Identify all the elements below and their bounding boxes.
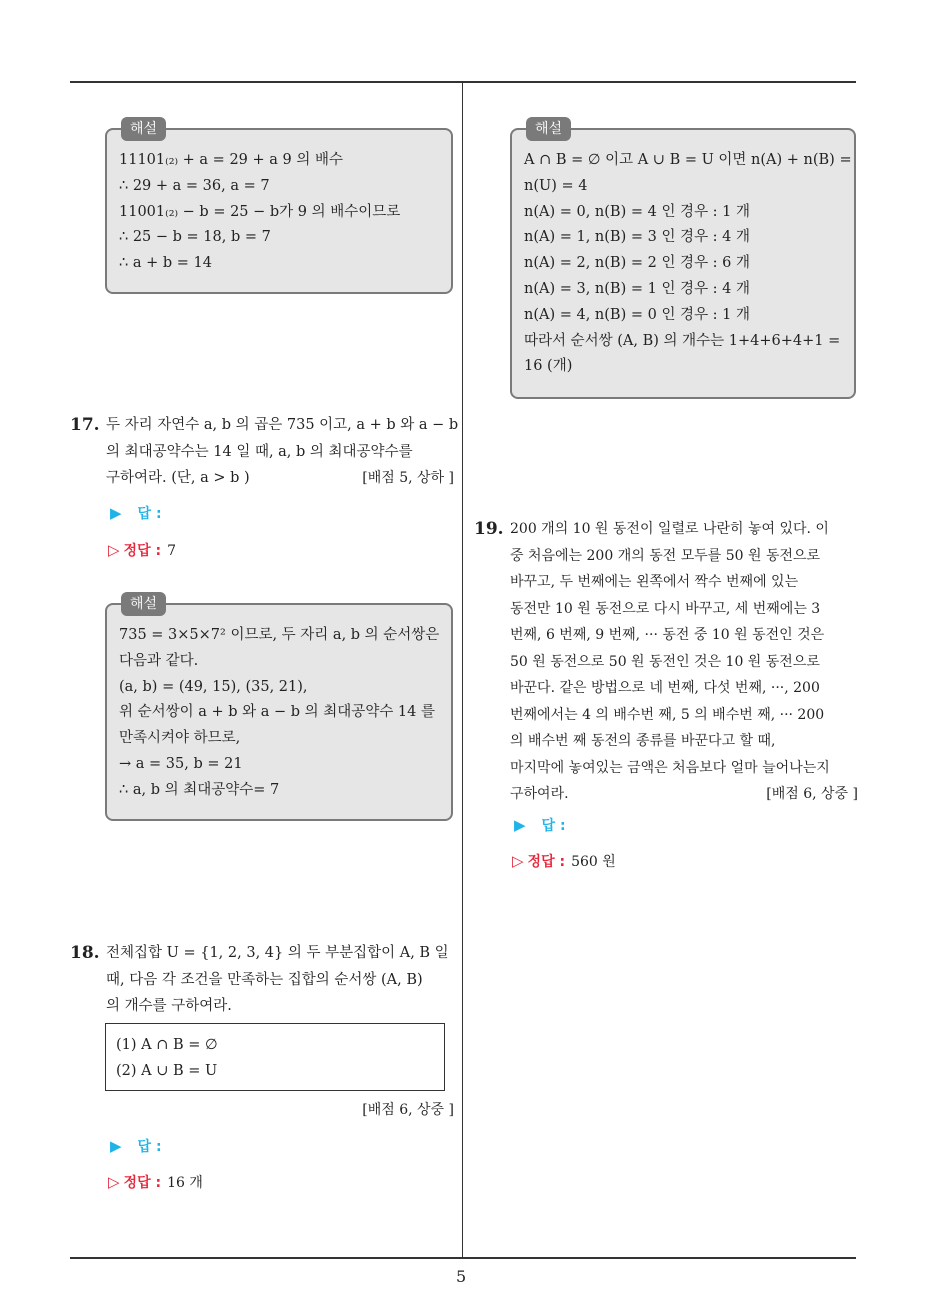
question-line: 의 개수를 구하여라. bbox=[106, 998, 232, 1014]
question-line-text: 구하여라. bbox=[510, 786, 569, 802]
solution-line: 다음과 같다. bbox=[119, 652, 199, 669]
solution-line: n(A) = 2, n(B) = 2 인 경우 : 6 개 bbox=[524, 255, 751, 272]
solution-line: n(A) = 3, n(B) = 1 인 경우 : 4 개 bbox=[524, 280, 751, 297]
solution-line: 11001₍₂₎ − b = 25 − b가 9 의 배수이므로 bbox=[119, 203, 401, 220]
score-label: [배점 6, 상중 ] bbox=[766, 786, 858, 802]
solution-line: 따라서 순서쌍 (A, B) 의 개수는 1+4+6+4+1 = bbox=[524, 332, 841, 349]
question-line: 번째에서는 4 의 배수번 째, 5 의 배수번 째, ··· 200 bbox=[510, 706, 825, 723]
solution-line: 만족시켜야 하므로, bbox=[119, 730, 241, 747]
correct-answer-17 bbox=[108, 540, 176, 560]
question-number: 18. bbox=[70, 943, 100, 963]
play-icon: ▶ bbox=[110, 1137, 122, 1155]
solution-line: n(A) = 0, n(B) = 4 인 경우 : 1 개 bbox=[524, 203, 751, 220]
solution-line: ∴ a, b 의 최대공약수= 7 bbox=[119, 781, 280, 798]
solution-line: 11101₍₂₎ + a = 29 + a 9 의 배수 bbox=[119, 152, 343, 168]
page-number: 5 bbox=[456, 1267, 467, 1286]
answer-label: 답 : bbox=[541, 818, 566, 834]
solution-line: n(A) = 1, n(B) = 3 인 경우 : 4 개 bbox=[524, 229, 751, 246]
score-label: [배점 5, 상하 ] bbox=[362, 470, 454, 486]
correct-value: 7 bbox=[167, 543, 176, 559]
solution-box-16 bbox=[105, 121, 453, 294]
question-line: 중 처음에는 200 개의 동전 모두를 50 원 동전으로 bbox=[510, 547, 821, 564]
solution-tag: 해설 bbox=[526, 117, 571, 141]
question-line: 마지막에 놓여있는 금액은 처음보다 얼마 늘어나는지 bbox=[510, 759, 830, 776]
solution-box-18 bbox=[510, 121, 856, 399]
correct-label: 정답 : bbox=[123, 1175, 162, 1191]
solution-line: 16 (개) bbox=[524, 358, 573, 375]
solution-tag: 해설 bbox=[121, 592, 166, 616]
answer-label: 답 : bbox=[137, 1139, 162, 1155]
question-line-text: 구하여라. (단, a > b ) bbox=[106, 470, 250, 486]
question-line bbox=[106, 465, 454, 492]
correct-label: 정답 : bbox=[123, 543, 162, 559]
outline-play-icon: ▷ bbox=[108, 1173, 120, 1191]
question-line: 번째, 6 번째, 9 번째, ··· 동전 중 10 원 동전인 것은 bbox=[510, 627, 825, 643]
question-number: 17. bbox=[70, 415, 100, 435]
answer-prompt-19 bbox=[514, 815, 566, 835]
correct-answer-18 bbox=[108, 1172, 203, 1192]
solution-box-17 bbox=[105, 596, 453, 821]
bottom-rule bbox=[70, 1257, 856, 1259]
solution-line: ∴ a + b = 14 bbox=[119, 255, 212, 272]
solution-line: A ∩ B = ∅ 이고 A ∪ B = U 이면 n(A) + n(B) = bbox=[524, 152, 852, 168]
question-line: 200 개의 10 원 동전이 일렬로 나란히 놓여 있다. 이 bbox=[510, 521, 829, 537]
outline-play-icon: ▷ bbox=[512, 852, 524, 870]
column-divider bbox=[462, 83, 463, 1258]
solution-line: ∴ 25 − b = 18, b = 7 bbox=[119, 229, 271, 246]
question-line: 전체집합 U = {1, 2, 3, 4} 의 두 부분집합이 A, B 일 bbox=[106, 945, 449, 961]
answer-prompt-18 bbox=[110, 1136, 162, 1156]
solution-line: 위 순서쌍이 a + b 와 a − b 의 최대공약수 14 를 bbox=[119, 704, 436, 721]
correct-value: 16 개 bbox=[167, 1175, 203, 1191]
solution-line: n(A) = 4, n(B) = 0 인 경우 : 1 개 bbox=[524, 306, 751, 323]
top-rule bbox=[70, 81, 856, 83]
play-icon: ▶ bbox=[514, 816, 526, 834]
correct-value: 560 원 bbox=[571, 854, 616, 870]
solution-line: ∴ 29 + a = 36, a = 7 bbox=[119, 177, 270, 194]
question-line bbox=[510, 781, 858, 808]
correct-answer-19 bbox=[512, 851, 616, 871]
question-line: 의 최대공약수는 14 일 때, a, b 의 최대공약수를 bbox=[106, 443, 413, 460]
answer-label: 답 : bbox=[137, 506, 162, 522]
score-label: [배점 6, 상중 ] bbox=[362, 1102, 454, 1118]
condition-line: (2) A ∪ B = U bbox=[116, 1063, 218, 1079]
conditions-box bbox=[105, 1023, 445, 1091]
outline-play-icon: ▷ bbox=[108, 541, 120, 559]
answer-prompt-17 bbox=[110, 503, 162, 523]
question-line: 의 배수번 째 동전의 종류를 바꾼다고 할 때, bbox=[510, 733, 776, 749]
question-line: 바꾸고, 두 번째에는 왼쪽에서 짝수 번째에 있는 bbox=[510, 574, 799, 590]
solution-line: n(U) = 4 bbox=[524, 177, 588, 194]
question-17 bbox=[70, 412, 459, 492]
solution-line: (a, b) = (49, 15), (35, 21), bbox=[119, 678, 308, 695]
condition-line: (1) A ∩ B = ∅ bbox=[116, 1037, 218, 1053]
question-line: 50 원 동전으로 50 원 동전인 것은 10 원 동전으로 bbox=[510, 653, 820, 670]
question-18 bbox=[70, 940, 454, 1020]
solution-line: → a = 35, b = 21 bbox=[119, 755, 243, 772]
question-number: 19. bbox=[474, 519, 504, 539]
question-line: 때, 다음 각 조건을 만족하는 집합의 순서쌍 (A, B) bbox=[106, 971, 423, 988]
question-19 bbox=[474, 516, 858, 808]
solution-line: 735 = 3×5×7² 이므로, 두 자리 a, b 의 순서쌍은 bbox=[119, 627, 440, 643]
score-row-18 bbox=[70, 1097, 454, 1124]
solution-tag: 해설 bbox=[121, 117, 166, 141]
correct-label: 정답 : bbox=[527, 854, 566, 870]
play-icon: ▶ bbox=[110, 504, 122, 522]
question-line: 두 자리 자연수 a, b 의 곱은 735 이고, a + b 와 a − b bbox=[106, 417, 459, 433]
question-line: 동전만 10 원 동전으로 다시 바꾸고, 세 번째에는 3 bbox=[510, 600, 821, 617]
question-line: 바꾼다. 같은 방법으로 네 번째, 다섯 번째, ···, 200 bbox=[510, 680, 820, 696]
